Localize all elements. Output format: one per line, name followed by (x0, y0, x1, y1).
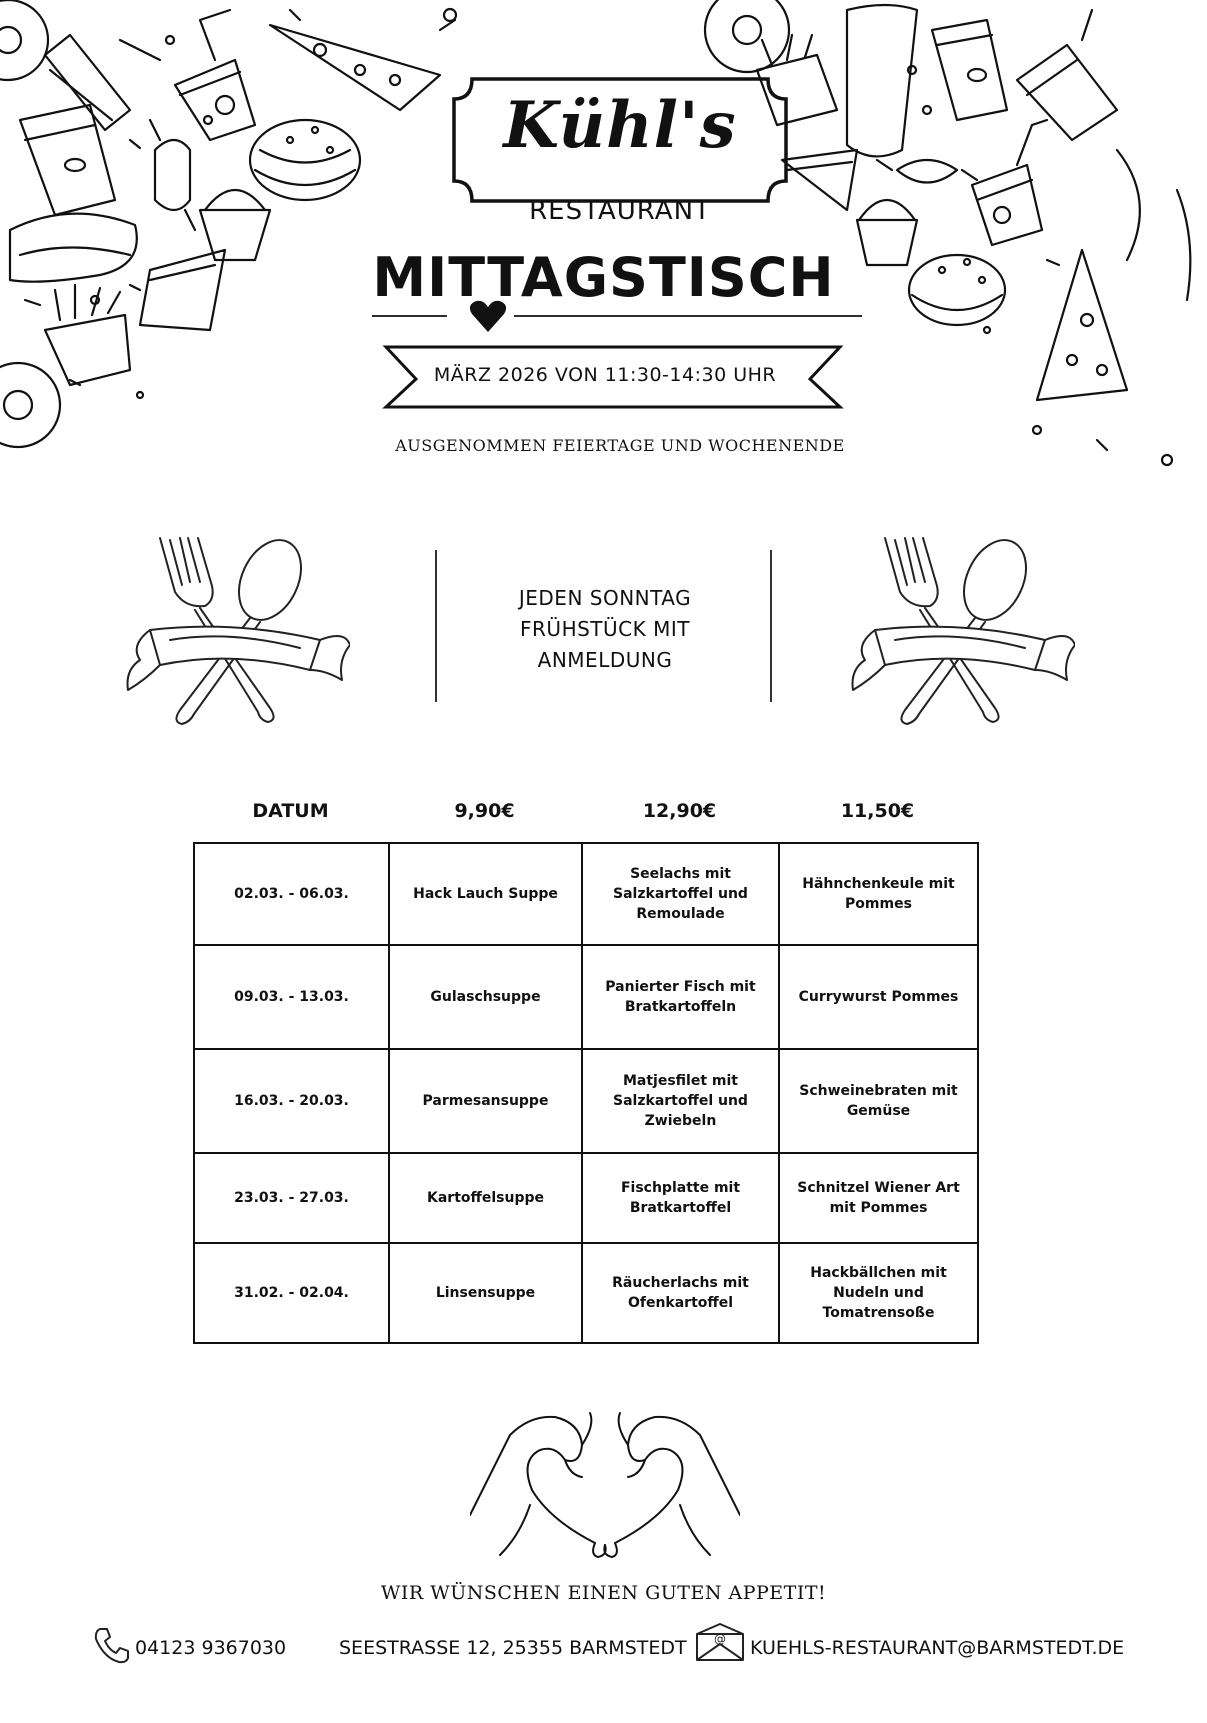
phone-number[interactable]: 04123 9367030 (135, 1637, 287, 1659)
address: SEESTRASSE 12, 25355 BARMSTEDT (339, 1637, 687, 1659)
sunday-breakfast-info (440, 583, 770, 676)
divider-left (435, 550, 437, 702)
sunday-line-3: ANMELDUNG (537, 648, 673, 672)
column-header-price-1: 9,90€ (454, 800, 515, 822)
divider-right (770, 550, 772, 702)
cell-dish: Matjesfilet mit Salzkartoffel und Zwiebeln (582, 1049, 779, 1153)
menu-table (193, 842, 979, 1344)
table-row (194, 843, 978, 945)
brand-logo: Kühl's (503, 88, 737, 163)
cutlery-ribbon-icon (120, 530, 350, 730)
phone-icon (92, 1625, 132, 1665)
sunday-line-1: JEDEN SONNTAG (518, 586, 692, 610)
sunday-line-2: FRÜHSTÜCK MIT (520, 617, 690, 641)
svg-text:@: @ (714, 1632, 726, 1646)
column-header-price-3: 11,50€ (840, 800, 915, 822)
page-title: MITTAGSTISCH (372, 246, 835, 309)
table-row (194, 1049, 978, 1153)
cell-date: 09.03. - 13.03. (194, 945, 389, 1049)
closing-greeting: WIR WÜNSCHEN EINEN GUTEN APPETIT! (380, 1582, 827, 1604)
cutlery-ribbon-icon (845, 530, 1075, 730)
cell-dish: Parmesansuppe (389, 1049, 582, 1153)
title-divider (372, 298, 862, 334)
cell-dish: Fischplatte mit Bratkartoffel (582, 1153, 779, 1243)
table-row (194, 1153, 978, 1243)
cell-date: 16.03. - 20.03. (194, 1049, 389, 1153)
column-header-date: DATUM (252, 800, 329, 822)
cell-date: 02.03. - 06.03. (194, 843, 389, 945)
cell-dish: Schweinebraten mit Gemüse (779, 1049, 978, 1153)
cell-dish: Hack Lauch Suppe (389, 843, 582, 945)
email-address[interactable]: KUEHLS-RESTAURANT@BARMSTEDT.DE (750, 1637, 1125, 1659)
cell-dish: Seelachs mit Salzkartoffel und Remoulade (582, 843, 779, 945)
cell-dish: Gulaschsuppe (389, 945, 582, 1049)
cell-dish: Linsensuppe (389, 1243, 582, 1343)
table-row (194, 945, 978, 1049)
table-row (194, 1243, 978, 1343)
cell-dish: Kartoffelsuppe (389, 1153, 582, 1243)
envelope-icon (695, 1622, 745, 1662)
cell-dish: Panierter Fisch mit Bratkartoffeln (582, 945, 779, 1049)
cell-date: 31.02. - 02.04. (194, 1243, 389, 1343)
date-banner-text: MÄRZ 2026 VON 11:30-14:30 UHR (433, 364, 777, 386)
brand-subtitle: RESTAURANT (529, 196, 711, 226)
exception-note: AUSGENOMMEN FEIERTAGE UND WOCHENENDE (395, 436, 845, 455)
cell-dish: Räucherlachs mit Ofenkartoffel (582, 1243, 779, 1343)
cell-dish: Currywurst Pommes (779, 945, 978, 1049)
heart-icon (464, 298, 512, 334)
cell-date: 23.03. - 27.03. (194, 1153, 389, 1243)
cell-dish: Hähnchenkeule mit Pommes (779, 843, 978, 945)
column-header-price-2: 12,90€ (642, 800, 717, 822)
cell-dish: Schnitzel Wiener Art mit Pommes (779, 1153, 978, 1243)
cell-dish: Hackbällchen mit Nudeln und Tomatrensoße (779, 1243, 978, 1343)
heart-hands-icon (470, 1405, 740, 1565)
